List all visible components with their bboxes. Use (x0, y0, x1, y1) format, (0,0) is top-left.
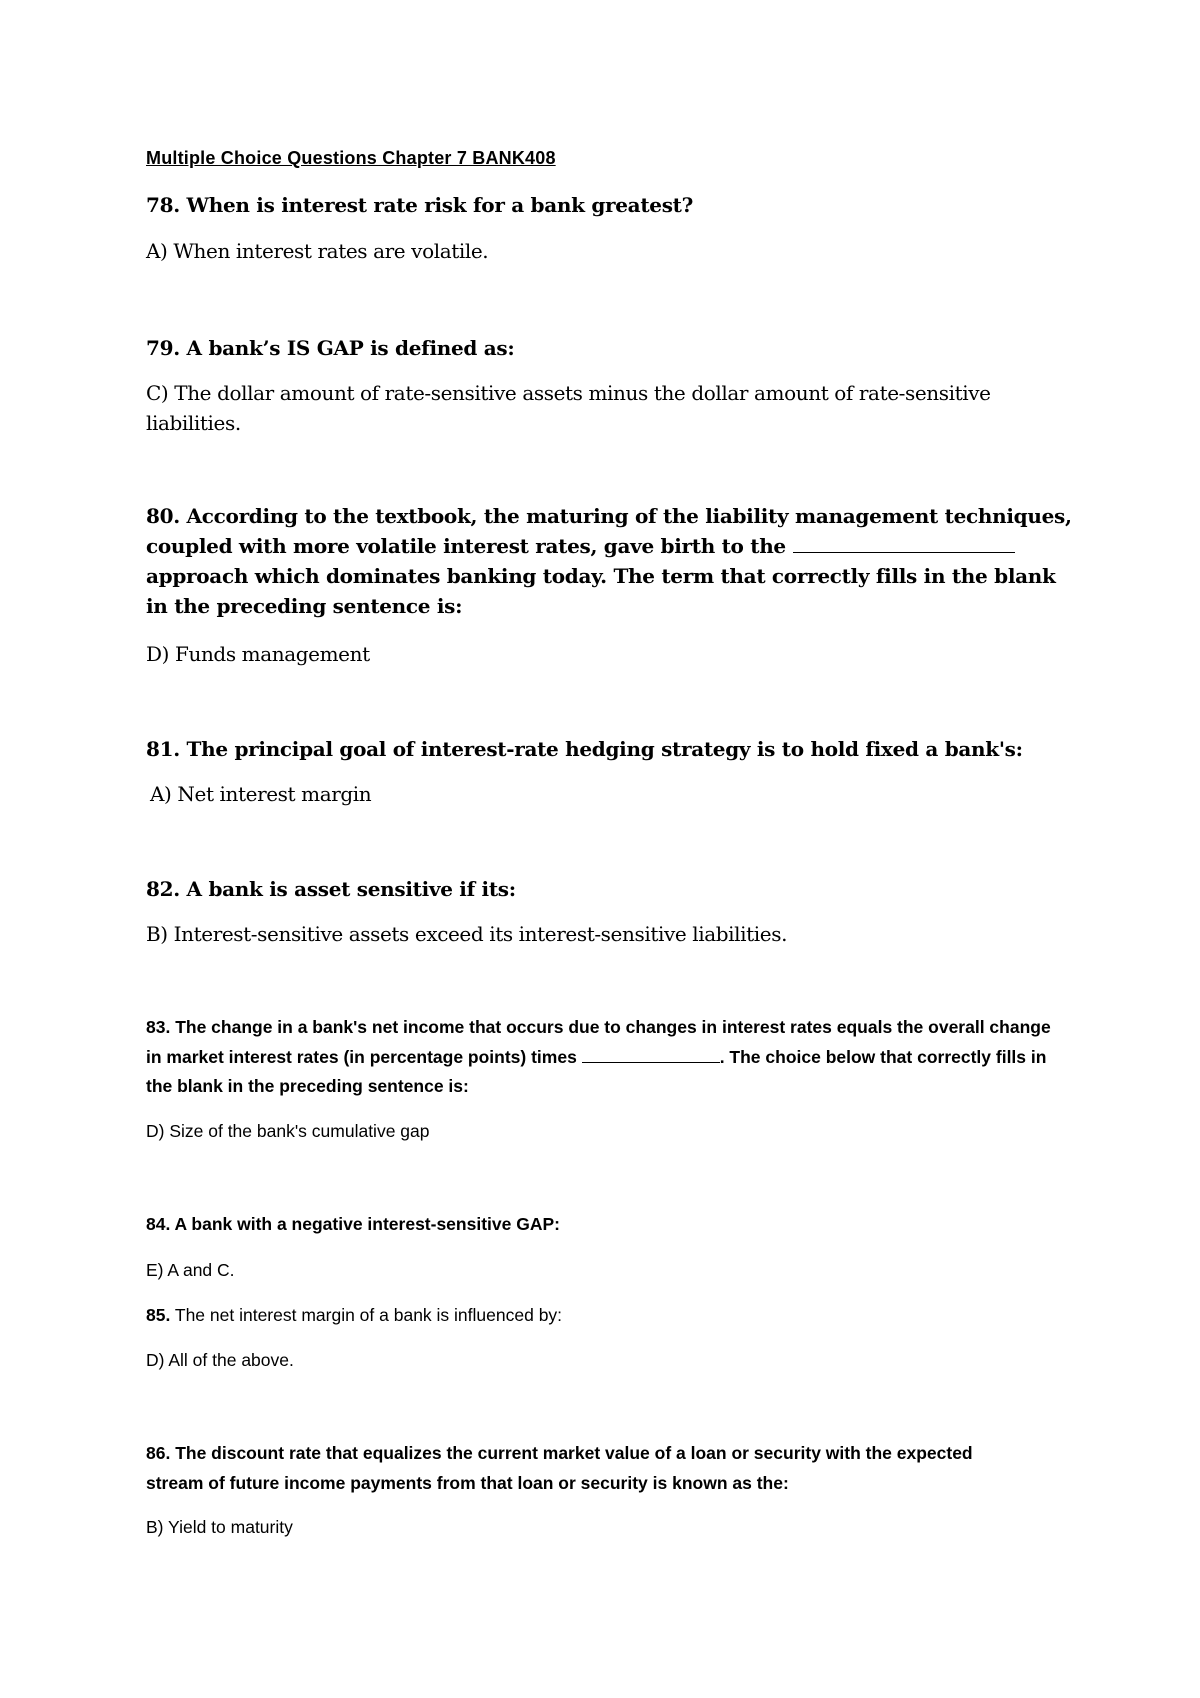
question-85 (146, 1301, 1086, 1331)
question-84: 84. A bank with a negative interest-sensitive GAP: (146, 1214, 560, 1234)
answer-84: E) A and C. (146, 1260, 235, 1280)
question-81: 81. The principal goal of interest-rate hedging strategy is to hold fixed a bank's: (146, 737, 1023, 761)
question-86: 86. The discount rate that equalizes the current market value of a loan or security with the expected stream of future income payments from that loan or security is known as the: (146, 1443, 973, 1493)
answer-86: B) Yield to maturity (146, 1517, 293, 1537)
answer-78: A) When interest rates are volatile. (146, 239, 489, 263)
fill-in-blank (793, 534, 1015, 553)
question-83-text-part1: 83. The change in a bank's net income that occurs due to changes in interest rates equals the overall change in market interest rates (in percentage points) times (146, 1017, 1051, 1067)
question-80 (146, 501, 1076, 621)
question-85-number: 85. (146, 1305, 171, 1325)
question-83-text-part2: . The choice below that correctly fills in the blank in the preceding sentence is: (146, 1046, 1047, 1096)
answer-81: A) Net interest margin (150, 782, 372, 806)
question-78: 78. When is interest rate risk for a bank greatest? (146, 193, 694, 217)
fill-in-blank (582, 1044, 720, 1063)
answer-79: C) The dollar amount of rate-sensitive assets minus the dollar amount of rate-sensitive liabilities. (146, 381, 991, 435)
question-80-text-part2: approach which dominates banking today. The term that correctly fills in the blank in the preceding sentence is: (146, 564, 1056, 618)
question-82: 82. A bank is asset sensitive if its: (146, 877, 516, 901)
question-80-text-part1: 80. According to the textbook, the maturing of the liability management techniques, coupled with more volatile interest rates, gave birth to the (146, 504, 1072, 558)
question-79: 79. A bank’s IS GAP is defined as: (146, 336, 515, 360)
page-title: Multiple Choice Questions Chapter 7 BANK408 (146, 148, 556, 168)
question-85-text: The net interest margin of a bank is influenced by: (170, 1305, 563, 1325)
answer-85: D) All of the above. (146, 1350, 294, 1370)
answer-82: B) Interest-sensitive assets exceed its interest-sensitive liabilities. (146, 922, 788, 946)
answer-83: D) Size of the bank's cumulative gap (146, 1121, 430, 1141)
answer-80: D) Funds management (146, 642, 370, 666)
question-83 (146, 1013, 1056, 1102)
